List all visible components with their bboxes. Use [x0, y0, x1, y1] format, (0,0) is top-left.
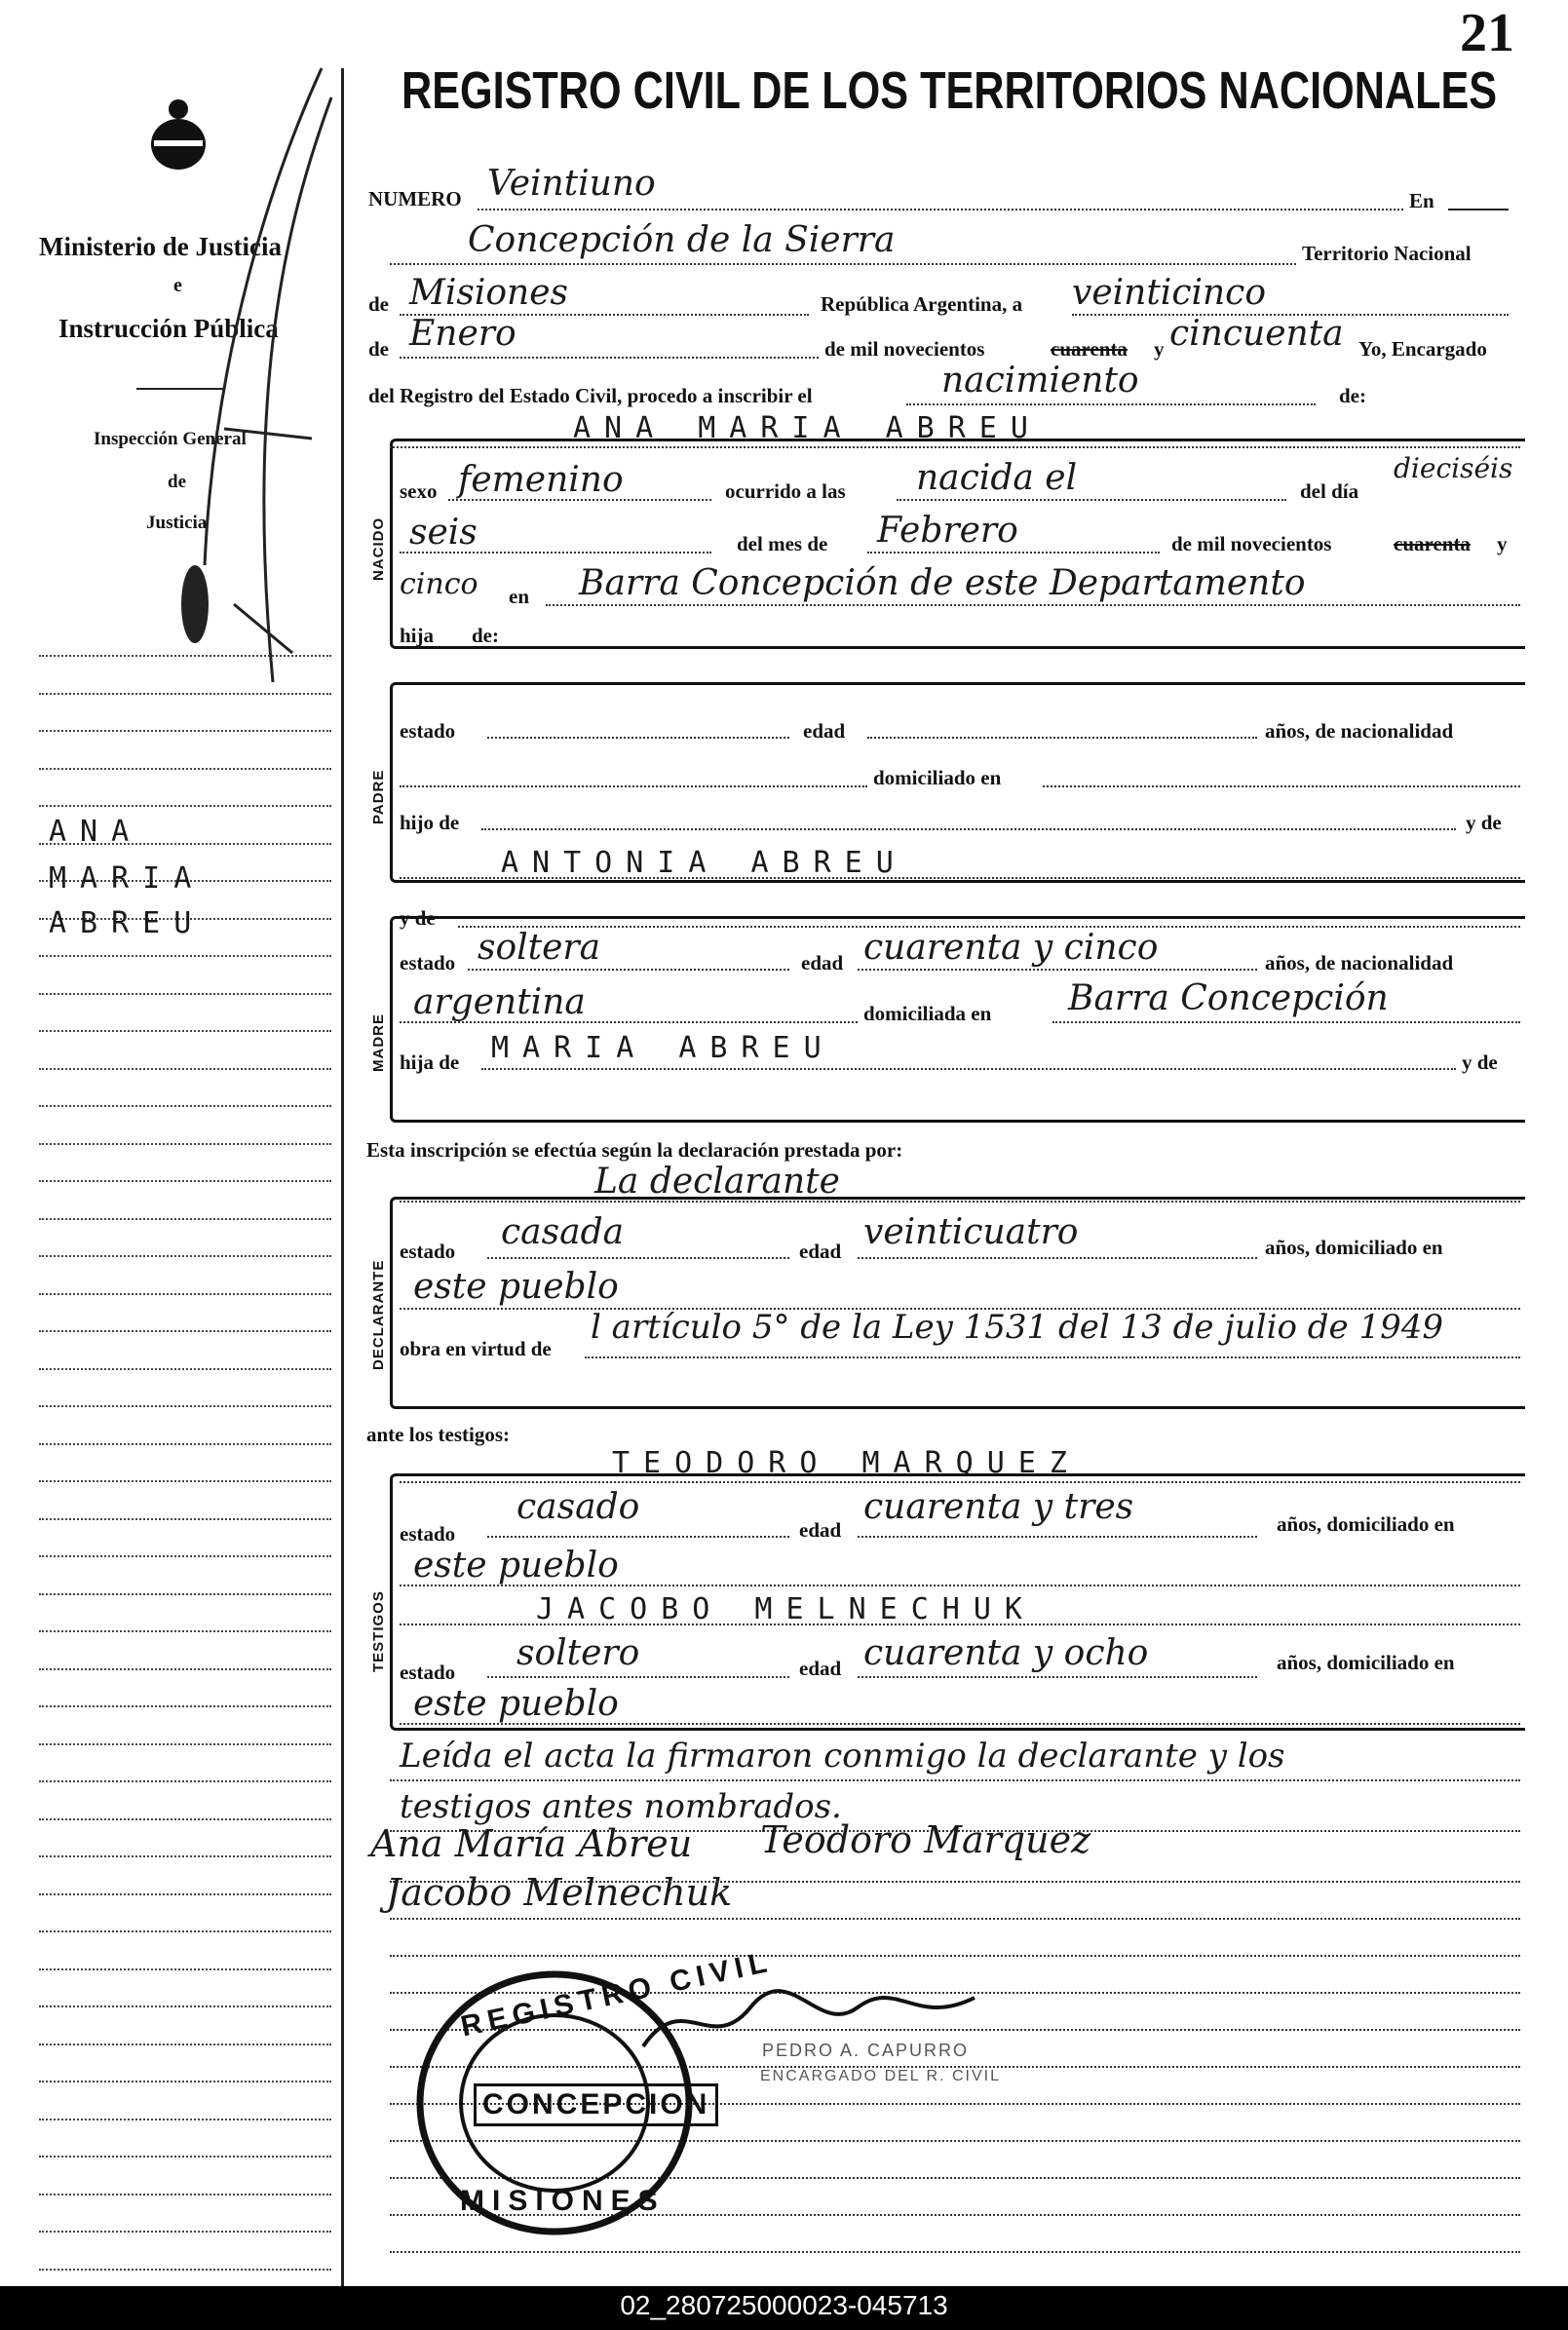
madre-edad-value: cuarenta y cinco: [863, 928, 1159, 968]
t1-edad-line: [858, 1536, 1257, 1538]
nacido-cuarenta-struck: cuarenta: [1394, 532, 1471, 555]
declarante-name: La declarante: [594, 1162, 840, 1202]
sexo-line: [448, 499, 711, 501]
madre-domicilio-value: Barra Concepción: [1068, 978, 1389, 1018]
hijo-line: [481, 828, 1456, 830]
t2-dom-line: [400, 1723, 1520, 1725]
margin-rule: [39, 1368, 331, 1370]
year-value: cincuenta: [1169, 314, 1344, 354]
margin-rule: [39, 1668, 331, 1670]
nacido-label: NACIDO: [370, 516, 387, 581]
t1-edad-label: edad: [799, 1518, 842, 1542]
margin-name-line1: ANA: [49, 815, 143, 849]
margin-rule: [39, 2231, 331, 2233]
nacido-name-line: [390, 446, 1520, 448]
nacido-year-value: cinco: [400, 567, 478, 601]
padre-anos-label: años, de nacionalidad: [1265, 719, 1454, 743]
madre-estado-label: estado: [400, 951, 456, 974]
t2-name-line: [400, 1623, 1520, 1625]
body-rule: [390, 1881, 1520, 1883]
lugar-value: Barra Concepción de este Departamento: [579, 563, 1306, 603]
nacido-mil-label: de mil novecientos: [1171, 532, 1332, 555]
ministry-line3: Instrucción Pública: [58, 314, 279, 343]
padre-edad-label: edad: [803, 719, 846, 743]
province-value: Misiones: [409, 273, 569, 313]
margin-rule: [39, 2269, 331, 2271]
madre-padre-value: MARIA ABREU: [491, 1031, 835, 1065]
padre-dom-line: [1043, 785, 1520, 787]
padre-estado-label: estado: [400, 719, 456, 743]
body-rule: [390, 2251, 1520, 2253]
month-de-label: de: [368, 337, 389, 361]
act-value: nacimiento: [941, 361, 1139, 401]
margin-rule: [39, 2194, 331, 2196]
yo-label: Yo, Encargado: [1358, 337, 1487, 361]
padre-label: PADRE: [370, 769, 387, 824]
dia-label: del día: [1300, 479, 1359, 503]
officer-title: ENCARGADO DEL R. CIVIL: [760, 2068, 1002, 2084]
registro-label: del Registro del Estado Civil, procedo a inscribir el: [368, 384, 813, 407]
madre-nacionalidad-value: argentina: [413, 982, 586, 1022]
nacido-en-label: en: [509, 585, 529, 608]
margin-rule: [39, 2119, 331, 2120]
seal-registro: REGISTRO CIVIL: [458, 1945, 776, 2044]
ministry-line1: Ministerio de Justicia: [39, 232, 282, 261]
closing-line2: testigos antes nombrados.: [400, 1787, 842, 1826]
t2-edad-value: cuarenta y ocho: [863, 1633, 1149, 1673]
month-value: Enero: [409, 314, 516, 354]
mes-value: Febrero: [877, 511, 1018, 551]
padre-edad-line: [867, 737, 1257, 739]
seal-bottom: MISIONES: [460, 2185, 666, 2217]
nacido-name: ANA MARIA ABREU: [573, 411, 1042, 445]
obra-value: l artículo 5° de la Ley 1531 del 13 de julio de 1949: [591, 1308, 1443, 1347]
margin-rule: [39, 1105, 331, 1107]
margin-rule: [39, 1780, 331, 1782]
t2-estado-label: estado: [400, 1661, 456, 1684]
inspection-line1: Inspección General: [94, 429, 247, 449]
body-rule: [390, 1918, 1520, 1920]
hora-line: [897, 499, 1286, 501]
dia-cont-line: [400, 552, 711, 554]
sexo-label: sexo: [400, 479, 438, 503]
margin-rule: [39, 655, 331, 657]
t1-edad-value: cuarenta y tres: [863, 1487, 1134, 1527]
page-number: 21: [1460, 3, 1514, 63]
hijo-label: hijo de: [400, 811, 460, 834]
page-title: REGISTRO CIVIL DE LOS TERRITORIOS NACIONALES: [402, 61, 1498, 120]
t1-domicilio-value: este pueblo: [413, 1546, 619, 1585]
hija-label: hija: [400, 624, 435, 647]
margin-rule: [39, 1518, 331, 1520]
declaracion-intro: Esta inscripción se efectúa según la declaración prestada por:: [366, 1138, 903, 1162]
mes-line: [867, 552, 1160, 554]
margin-rule: [39, 2156, 331, 2158]
declarante-edad-value: veinticuatro: [863, 1212, 1079, 1252]
madre-domiciliada-label: domiciliada en: [863, 1002, 992, 1025]
numero-line: [478, 209, 1403, 210]
madre-name: ANTONIA ABREU: [501, 846, 907, 880]
declarante-label: DECLARANTE: [370, 1259, 387, 1370]
margin-rule: [39, 730, 331, 732]
obra-line: [585, 1356, 1520, 1358]
seal-center: CONCEPCION: [474, 2083, 718, 2126]
t1-dom-line: [400, 1585, 1520, 1586]
t1-estado-value: casado: [516, 1487, 640, 1527]
margin-rule: [39, 2081, 331, 2082]
madre-hija-label: hija de: [400, 1050, 460, 1074]
de-label: de: [368, 292, 389, 316]
padre-nac-line: [400, 785, 867, 787]
en-line: [1448, 209, 1509, 210]
numero-label: NUMERO: [368, 187, 462, 210]
madre-estado-line: [468, 969, 789, 971]
margin-rule: [39, 1218, 331, 1220]
inspection-line2: de: [168, 472, 186, 492]
sexo-value: femenino: [458, 460, 624, 500]
margin-rule: [39, 1030, 331, 1032]
signature-2: Teodoro Marquez: [760, 1818, 1091, 1861]
margin-rule: [39, 1593, 331, 1595]
madre-padre-line: [481, 1068, 1456, 1070]
t2-edad-line: [858, 1676, 1257, 1678]
t1-estado-label: estado: [400, 1522, 456, 1546]
margin-rule: [39, 1555, 331, 1557]
margin-rule: [39, 1293, 331, 1295]
t2-domicilio-value: este pueblo: [413, 1684, 619, 1724]
t2-name: JACOBO MELNECHUK: [536, 1592, 1036, 1626]
madre-y-de-label: y de: [400, 906, 436, 930]
madre-dom-line: [1052, 1021, 1520, 1023]
padre-estado-line: [487, 737, 789, 739]
t2-anos-label: años, domiciliado en: [1277, 1651, 1455, 1674]
margin-rule: [39, 1968, 331, 1970]
en-label: En: [1409, 189, 1434, 212]
officer-name: PEDRO A. CAPURRO: [762, 2041, 970, 2060]
madre-estado-value: soltera: [478, 928, 601, 968]
margin-rule: [39, 1743, 331, 1745]
nacido-y-label: y: [1497, 532, 1508, 555]
signature-1: Ana María Abreu: [370, 1822, 693, 1865]
declarante-edad-line: [858, 1257, 1257, 1259]
cuarenta-struck: cuarenta: [1051, 337, 1128, 361]
lugar-line: [546, 604, 1520, 606]
t1-name: TEODORO MARQUEZ: [612, 1446, 1081, 1480]
nacido-de-label: de:: [472, 624, 499, 647]
closing-line1-rule: [390, 1779, 1520, 1781]
dia-value: dieciséis: [1394, 452, 1513, 484]
margin-rule: [39, 1255, 331, 1257]
signature-3: Jacobo Melnechuk: [386, 1871, 733, 1914]
margin-name-line3: ABREU: [49, 906, 206, 940]
ministry-line2: e: [173, 275, 182, 296]
margin-rule: [39, 805, 331, 807]
declarante-estado-label: estado: [400, 1240, 456, 1263]
margin-rule: [39, 1630, 331, 1632]
margin-rule: [39, 1893, 331, 1895]
madre-label: MADRE: [370, 1013, 387, 1072]
margin-rule: [39, 955, 331, 957]
body-rule: [390, 1955, 1520, 1957]
footer-id: 02_280725000023-045713: [620, 2290, 948, 2320]
de2-label: de:: [1339, 384, 1366, 407]
mes-label: del mes de: [737, 532, 828, 555]
place-value: Concepción de la Sierra: [468, 220, 896, 260]
margin-rule: [39, 1330, 331, 1332]
declarante-estado-line: [487, 1257, 789, 1259]
madre-edad-label: edad: [801, 951, 844, 974]
inspection-line3: Justicia: [146, 513, 208, 533]
t1-anos-label: años, domiciliado en: [1277, 1512, 1455, 1536]
dia-cont-value: seis: [409, 513, 478, 553]
margin-rule: [39, 2044, 331, 2045]
declarante-domicilio-value: este pueblo: [413, 1267, 619, 1307]
madre-anos-label: años, de nacionalidad: [1265, 951, 1454, 974]
margin-rule: [39, 2005, 331, 2007]
margin-scribble-icon: [127, 58, 361, 702]
margin-rule: [39, 993, 331, 995]
margin-rule: [39, 1143, 331, 1145]
margin-rule: [39, 1930, 331, 1932]
padre-domiciliado-label: domiciliado en: [873, 766, 1002, 789]
mil-label: de mil novecientos: [824, 337, 985, 361]
declarante-anos-label: años, domiciliado en: [1265, 1236, 1443, 1259]
y-label: y: [1154, 337, 1165, 361]
madre-name-line: [400, 877, 1520, 879]
month-line: [400, 357, 819, 359]
territorio-label: Territorio Nacional: [1302, 242, 1472, 265]
t2-edad-label: edad: [799, 1657, 842, 1680]
margin-rule: [39, 693, 331, 695]
t1-estado-line: [487, 1536, 789, 1538]
margin-rule: [39, 1480, 331, 1482]
madre-y-de2-label: y de: [1462, 1050, 1498, 1074]
margin-rule: [39, 1443, 331, 1445]
republica-label: República Argentina, a: [821, 292, 1023, 316]
closing-line1: Leída el acta la firmaron conmigo la declarante y los: [400, 1737, 1285, 1776]
hora-value: nacida el: [916, 458, 1078, 498]
madre-nac-line: [400, 1021, 858, 1023]
padre-y-de-label: y de: [1466, 811, 1502, 834]
margin-rule: [39, 1818, 331, 1820]
margin-rule: [39, 1705, 331, 1707]
madre-edad-line: [858, 969, 1257, 971]
t2-estado-line: [487, 1676, 789, 1678]
place-line: [390, 263, 1296, 265]
margin-rule: [39, 1068, 331, 1070]
testigos-label: TESTIGOS: [370, 1590, 387, 1672]
margin-rule: [39, 1855, 331, 1857]
margin-rule: [39, 768, 331, 770]
declarante-edad-label: edad: [799, 1240, 842, 1263]
obra-label: obra en virtud de: [400, 1337, 552, 1360]
t2-estado-value: soltero: [516, 1633, 640, 1673]
margin-rule: [39, 1405, 331, 1407]
act-line: [906, 403, 1316, 405]
testigos-intro: ante los testigos:: [366, 1423, 510, 1446]
margin-name-line2: MARIA: [49, 861, 206, 896]
day-value: veinticinco: [1072, 273, 1267, 313]
numero-value: Veintiuno: [487, 164, 656, 204]
declarante-estado-value: casada: [501, 1212, 625, 1252]
ocurrido-label: ocurrido a las: [725, 479, 846, 503]
margin-rule: [39, 1180, 331, 1182]
